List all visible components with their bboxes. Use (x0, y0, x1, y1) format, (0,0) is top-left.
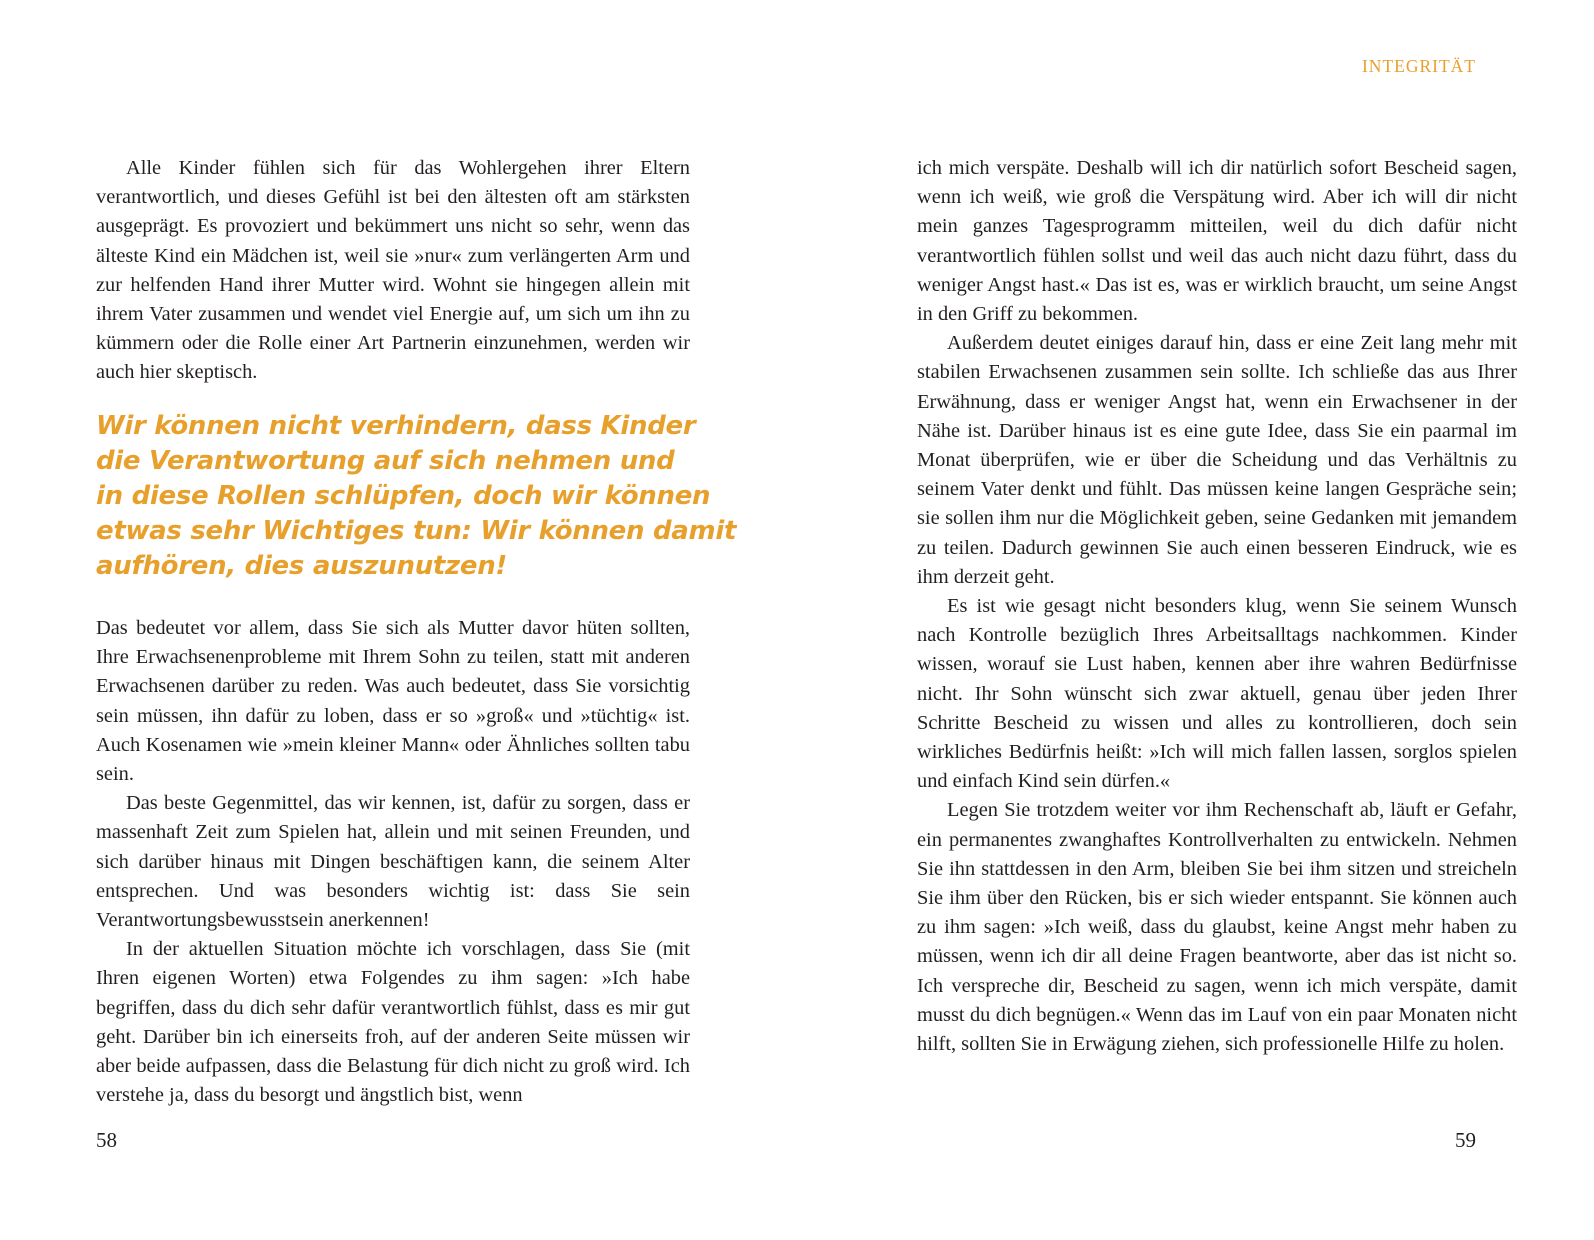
page-number: 58 (96, 1128, 117, 1152)
paragraph: Legen Sie trotzdem weiter vor ihm Rechenschaft ab, läuft er Gefahr, ein permanentes zwanghaftes Kontrollverhalten zu entwickeln. Nehmen Sie ihn stattdessen in den Arm, bleiben Sie bei ihm sitzen und streicheln Sie ihm über den Rücken, bis er sich wieder entspannt. Sie können auch zu ihm sagen: »Ich weiß, dass du glaubst, keine Angst mehr haben zu müssen, wenn ich dir all deine Fragen beantworte, aber das ist nicht so. Ich verspreche dir, Bescheid zu sagen, wenn ich mich verspäte, damit musst du dich begnügen.« Wenn das im Lauf von ein paar Monaten nicht hilft, sollten Sie in Erwägung ziehen, sich professionelle Hilfe zu holen. (917, 799, 1517, 1056)
pull-quote-line: etwas sehr Wichtiges tun: Wir können damit (96, 516, 737, 546)
paragraph: Das bedeutet vor allem, dass Sie sich als Mutter davor hüten sollten, Ihre Erwachsenenprobleme mit Ihrem Sohn zu teilen, statt mit anderen Erwachsenen darüber zu reden. Was auch bedeutet, dass Sie vorsichtig sein müssen, ihn dafür zu loben, dass er so »groß« und »tüchtig« ist. Auch Kosenamen wie »mein kleiner Mann« oder Ähnliches sollten tabu sein. (96, 617, 690, 786)
paragraph: Außerdem deutet einiges darauf hin, dass er eine Zeit lang mehr mit stabilen Erwachsenen zusammen sein sollte. Ich schließe das aus Ihrer Erwähnung, dass er weniger Angst hat, wenn ein Erwachsener in der Nähe ist. Darüber hinaus ist es eine gute Idee, dass Sie ein paarmal im Monat überprüfen, wie er über die Scheidung und das Verhältnis zu seinem Vater denkt und fühlt. Das müssen keine langen Gespräche sein; sie sollen ihm nur die Möglichkeit geben, seine Gedanken mit jemandem zu teilen. Dadurch gewinnen Sie auch einen besseren Eindruck, wie es ihm derzeit geht. (917, 332, 1517, 588)
paragraph: Es ist wie gesagt nicht besonders klug, wenn Sie seinem Wunsch nach Kontrolle bezüglich Ihres Arbeitsalltags nachkommen. Kinder wissen, worauf sie Lust haben, kennen aber ihre wahren Bedürfnisse nicht. Ihr Sohn wünscht sich zwar aktuell, genau über jeden Ihrer Schritte Bescheid zu wissen und alles zu kontrollieren, doch sein wirkliches Bedürfnis heißt: »Ich will mich fallen lassen, sorglos spielen und einfach Kind sein dürfen.« (917, 595, 1517, 793)
running-header: INTEGRITÄT (1361, 56, 1476, 76)
body-text (917, 154, 1517, 1059)
pull-quote-line: aufhören, dies auszunutzen! (96, 551, 507, 581)
pull-quote-line: Wir können nicht verhindern, dass Kinder (96, 411, 696, 441)
pull-quote-line: die Verantwortung auf sich nehmen und (96, 446, 675, 476)
paragraph: Alle Kinder fühlen sich für das Wohlergehen ihrer Eltern verantwortlich, und dieses Gefühl ist bei den ältesten oft am stärksten ausgeprägt. Es provoziert und bekümmert uns nicht so sehr, wenn das älteste Kind ein Mädchen ist, weil sie »nur« zum verlängerten Arm und zur helfenden Hand ihrer Mutter wird. Wohnt sie hingegen allein mit ihrem Vater zusammen und wendet viel Energie auf, um sich um ihn zu kümmern oder die Rolle einer Art Partnerin einzunehmen, werden wir auch hier skeptisch. (96, 157, 690, 384)
paragraph: Das beste Gegenmittel, das wir kennen, ist, dafür zu sorgen, dass er massenhaft Zeit zum Spielen hat, allein und mit seinen Freunden, und sich darüber hinaus mit Dingen beschäftigen kann, die seinem Alter entsprechen. Und was besonders wichtig ist: dass Sie sein Verantwortungsbewusstsein anerkennen! (96, 792, 690, 932)
paragraph: ich mich verspäte. Deshalb will ich dir natürlich sofort Bescheid sagen, wenn ich weiß, wie groß die Verspätung wird. Aber ich will dir nicht mein ganzes Tagesprogramm mitteilen, weil du dich dafür nicht verantwortlich fühlen sollst und weil das auch nicht dazu führt, dass du weniger Angst hast.« Das ist es, was er wirklich braucht, um seine Angst in den Griff zu bekommen. (917, 157, 1517, 326)
pull-quote-line: in diese Rollen schlüpfen, doch wir können (96, 481, 711, 511)
paragraph: In der aktuellen Situation möchte ich vorschlagen, dass Sie (mit Ihren eigenen Worten) etwa Folgendes zu ihm sagen: »Ich habe begriffen, dass du dich sehr dafür verantwortlich fühlst, dass es mir gut geht. Darüber bin ich einerseits froh, auf der anderen Seite müssen wir aber beide aufpassen, dass die Belastung für dich nicht zu groß wird. Ich verstehe ja, dass du besorgt und ängstlich bist, wenn (96, 938, 690, 1107)
page-number: 59 (1455, 1128, 1476, 1152)
body-text-bottom (96, 614, 690, 1110)
pull-quote (96, 409, 737, 584)
body-text-top (96, 154, 690, 388)
right-page (797, 0, 1594, 1240)
